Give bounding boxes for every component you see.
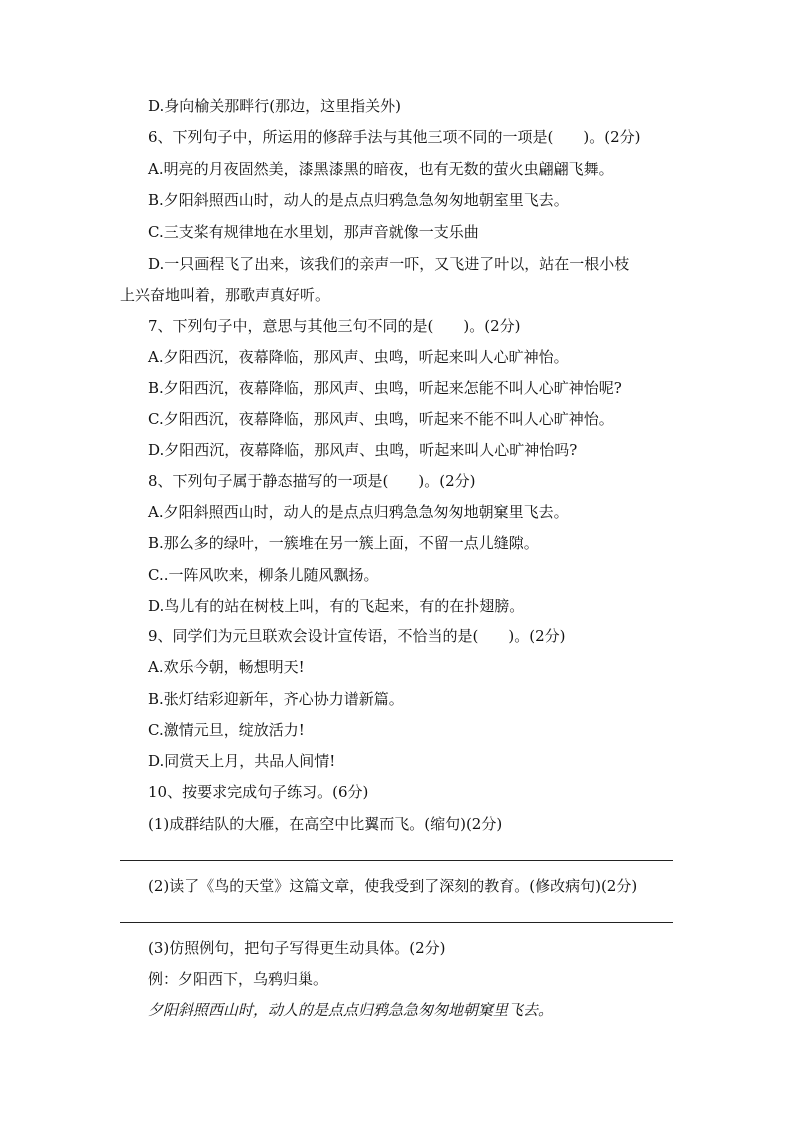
answer-line-2[interactable]: [120, 922, 673, 923]
q7-option-b: B.夕阳西沉，夜幕降临，那风声、虫鸣，听起来怎能不叫人心旷神怡呢?: [148, 379, 622, 397]
q10-part1: (1)成群结队的大雁，在高空中比翼而飞。(缩句)(2分): [148, 815, 503, 833]
q6-option-d: D.一只画程飞了出来，该我们的亲声一吓，又飞进了叶以，站在一根小枝: [148, 255, 630, 273]
q6-option-a: A.明亮的月夜固然美，漆黑漆黑的暗夜，也有无数的萤火虫翩翩飞舞。: [148, 160, 614, 178]
q9-stem: 9、同学们为元旦联欢会设计宣传语，不恰当的是( )。(2分): [148, 627, 566, 645]
q7-option-a: A.夕阳西沉，夜幕降临，那风声、虫鸣，听起来叫人心旷神怡。: [148, 348, 569, 366]
q6-stem: 6、下列句子中，所运用的修辞手法与其他三项不同的一项是( )。(2分): [148, 128, 641, 146]
q9-option-b: B.张灯结彩迎新年，齐心协力谱新篇。: [148, 690, 404, 708]
q6-option-d-cont: 上兴奋地叫着，那歌声真好听。: [120, 286, 331, 304]
q7-option-c: C.夕阳西沉，夜幕降临，那风声、虫鸣，听起来不能不叫人心旷神怡。: [148, 410, 614, 428]
q9-option-a: A.欢乐今朝，畅想明天!: [148, 658, 305, 676]
q6-option-c: C.三支桨有规律地在水里划，那声音就像一支乐曲: [148, 223, 479, 241]
q10-stem: 10、按要求完成句子练习。(6分): [148, 783, 369, 801]
q8-option-a: A.夕阳斜照西山时，动人的是点点归鸦急急匆匆地朝窠里飞去。: [148, 503, 569, 521]
q9-option-d: D.同赏天上月，共品人间情!: [148, 752, 336, 770]
q8-stem: 8、下列句子属于静态描写的一项是( )。(2分): [148, 472, 476, 490]
q9-option-c: C.激情元旦，绽放活力!: [148, 721, 305, 739]
q7-stem: 7、下列句子中，意思与其他三句不同的是( )。(2分): [148, 317, 521, 335]
q10-example-answer: 夕阳斜照西山时，动人的是点点归鸦急急匆匆地朝窠里飞去。: [148, 1001, 554, 1019]
q10-part2: (2)读了《鸟的天堂》这篇文章，使我受到了深刻的教育。(修改病句)(2分): [148, 877, 638, 895]
q8-option-c: C..一阵风吹来，柳条儿随风飘扬。: [148, 566, 379, 584]
q5-option-d: D.身向榆关那畔行(那边，这里指关外): [148, 97, 401, 115]
q8-option-d: D.鸟儿有的站在树枝上叫，有的飞起来，有的在扑翅膀。: [148, 597, 525, 615]
answer-line-1[interactable]: [120, 860, 673, 861]
q7-option-d: D.夕阳西沉，夜幕降临，那风声、虫鸣，听起来叫人心旷神怡吗?: [148, 441, 578, 459]
q6-option-b: B.夕阳斜照西山时，动人的是点点归鸦急急匆匆地朝室里飞去。: [148, 191, 569, 209]
q8-option-b: B.那么多的绿叶，一簇堆在另一簇上面，不留一点儿缝隙。: [148, 534, 539, 552]
q10-example: 例：夕阳西下，乌鸦归巢。: [148, 970, 329, 988]
q10-part3: (3)仿照例句，把句子写得更生动具体。(2分): [148, 939, 446, 957]
